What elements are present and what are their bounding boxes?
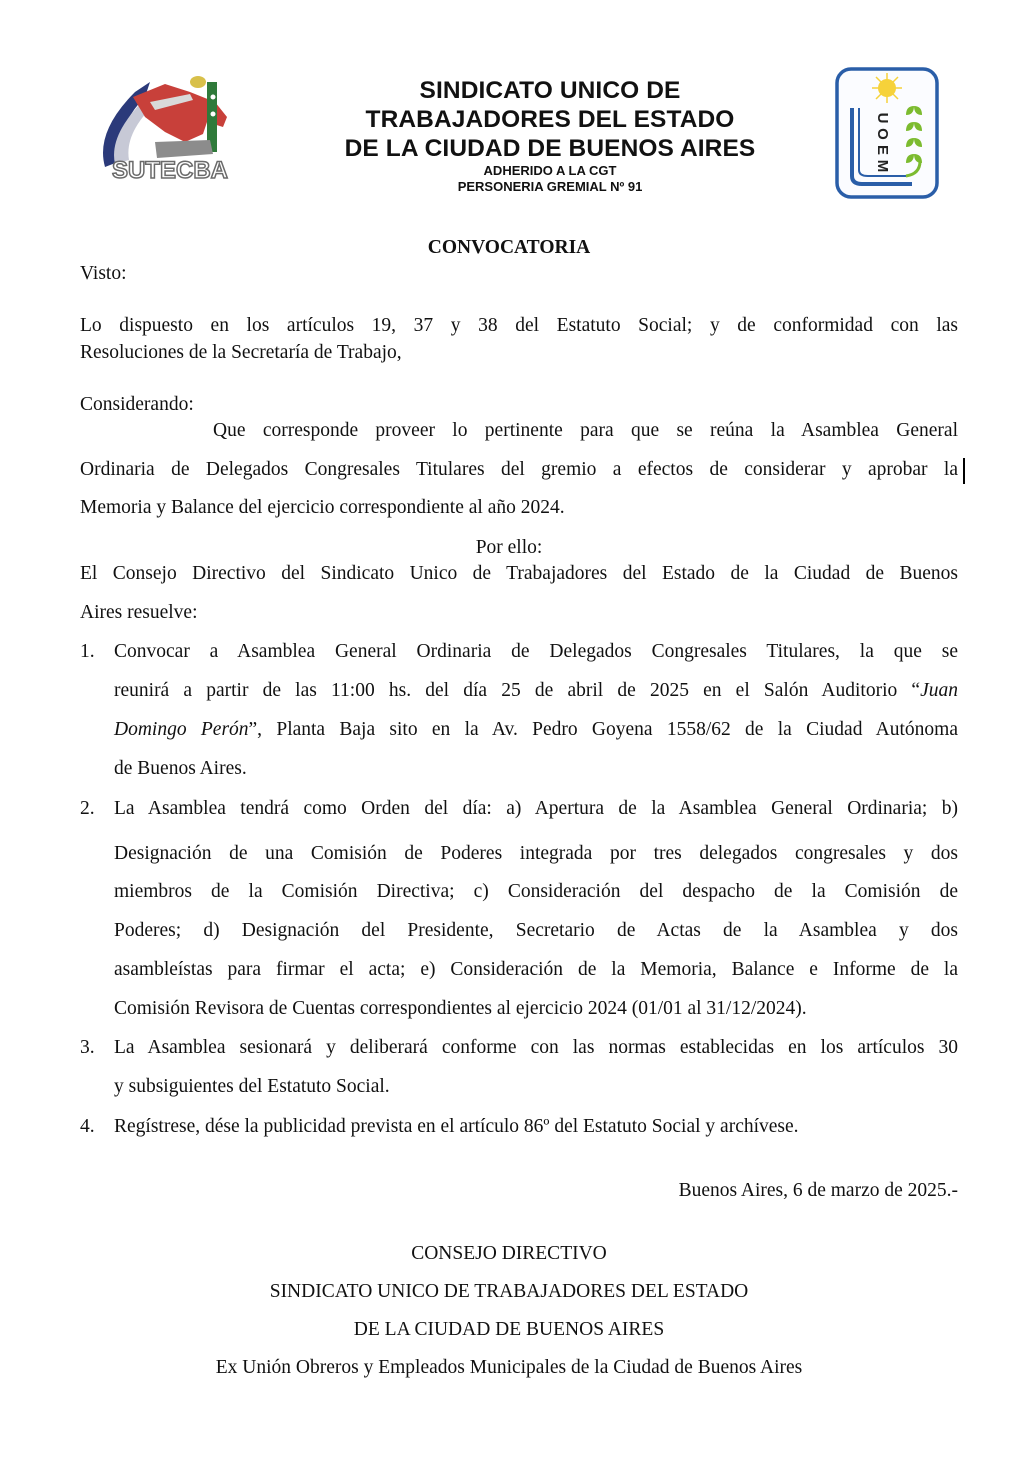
signature-line-3: DE LA CIUDAD DE BUENOS AIRES <box>353 1319 665 1340</box>
svg-text:U: U <box>874 112 891 124</box>
list-item-number: 3. <box>80 1037 95 1058</box>
uoem-logo <box>834 66 940 200</box>
sutecba-logo-text: SUTECBA <box>111 157 229 184</box>
text-cursor <box>963 458 965 484</box>
considerando-label: Considerando: <box>80 394 194 415</box>
sutecba-logo-icon <box>95 72 245 187</box>
list-item-1-line-3 <box>114 719 958 741</box>
letterhead-title-line-3: DE LA CIUDAD DE BUENOS AIRES <box>344 135 756 162</box>
place-and-date: Buenos Aires, 6 de marzo de 2025.- <box>678 1180 958 1201</box>
resuelve-text-line-1: El Consejo Directivo del Sindicato Unico de Trabajadores del Estado de la Ciudad de Buenos <box>80 563 958 584</box>
list-item-3-line-2: y subsiguientes del Estatuto Social. <box>114 1076 390 1097</box>
resuelve-text-line-2: Aires resuelve: <box>80 602 198 623</box>
list-item-1-line-2-text: reunirá a partir de las 11:00 hs. del día 25 de abril de 2025 en el Salón Auditorio “ <box>114 680 921 701</box>
considerando-text-line-3: Memoria y Balance del ejercicio correspondiente al año 2024. <box>80 497 565 518</box>
list-item-number: 2. <box>80 798 95 819</box>
list-item-3-line-1: La Asamblea sesionará y deliberará conforme con las normas establecidas en los artículos 30 <box>114 1037 958 1058</box>
signature-line-1: CONSEJO DIRECTIVO <box>411 1243 607 1264</box>
sutecba-logo <box>95 72 245 187</box>
list-item-2-line-5: asambleístas para firmar el acta; e) Consideración de la Memoria, Balance e Informe de la <box>114 959 958 980</box>
list-item-1-line-4: de Buenos Aires. <box>114 758 247 779</box>
venue-name-part-2: Domingo Perón <box>114 719 249 740</box>
list-item-1-line-1: Convocar a Asamblea General Ordinaria de Delegados Congresales Titulares, la que se <box>114 641 958 662</box>
list-item-1-line-3-text: ”, Planta Baja sito en la Av. Pedro Goyena 1558/62 de la Ciudad Autónoma <box>248 719 958 740</box>
document-title: CONVOCATORIA <box>427 237 591 258</box>
list-item-2-line-4: Poderes; d) Designación del Presidente, Secretario de Actas de la Asamblea y dos <box>114 920 958 941</box>
considerando-text-line-1: Que corresponde proveer lo pertinente para que se reúna la Asamblea General <box>213 420 958 441</box>
letterhead-subtitle-cgt: ADHERIDO A LA CGT <box>483 163 617 178</box>
venue-name-part-1: Juan <box>920 680 958 701</box>
uoem-logo-icon <box>834 66 940 200</box>
letterhead-subtitle-personeria: PERSONERIA GREMIAL Nº 91 <box>457 179 643 194</box>
list-item-1-line-2 <box>114 680 958 702</box>
por-ello-label: Por ello: <box>475 537 543 558</box>
signature-line-2: SINDICATO UNICO DE TRABAJADORES DEL ESTADO <box>269 1281 749 1302</box>
list-item-4-line-1: Regístrese, dése la publicidad prevista en el artículo 86º del Estatuto Social y archívese. <box>114 1116 799 1137</box>
list-item-2-line-1: La Asamblea tendrá como Orden del día: a) Apertura de la Asamblea General Ordinaria; b) <box>114 798 958 819</box>
svg-text:O: O <box>874 128 891 140</box>
visto-text-line-1: Lo dispuesto en los artículos 19, 37 y 38 del Estatuto Social; y de conformidad con las <box>80 315 958 336</box>
signature-line-4: Ex Unión Obreros y Empleados Municipales de la Ciudad de Buenos Aires <box>215 1357 803 1378</box>
svg-text:M: M <box>874 159 891 173</box>
list-item-2-line-2: Designación de una Comisión de Poderes integrada por tres delegados congresales y dos <box>114 843 958 864</box>
list-item-2-line-6: Comisión Revisora de Cuentas correspondientes al ejercicio 2024 (01/01 al 31/12/2024). <box>114 998 807 1019</box>
visto-text-line-2: Resoluciones de la Secretaría de Trabajo, <box>80 342 402 363</box>
considerando-text-line-2: Ordinaria de Delegados Congresales Titulares del gremio a efectos de considerar y aprobar la <box>80 459 958 480</box>
svg-text:E: E <box>874 144 891 156</box>
letterhead-title-line-2: TRABAJADORES DEL ESTADO <box>365 106 735 133</box>
list-item-number: 4. <box>80 1116 95 1137</box>
list-item-number: 1. <box>80 641 95 662</box>
list-item-2-line-3: miembros de la Comisión Directiva; c) Consideración del despacho de la Comisión de <box>114 881 958 902</box>
visto-label: Visto: <box>80 263 127 284</box>
letterhead <box>300 76 800 195</box>
letterhead-title-line-1: SINDICATO UNICO DE <box>419 77 681 104</box>
